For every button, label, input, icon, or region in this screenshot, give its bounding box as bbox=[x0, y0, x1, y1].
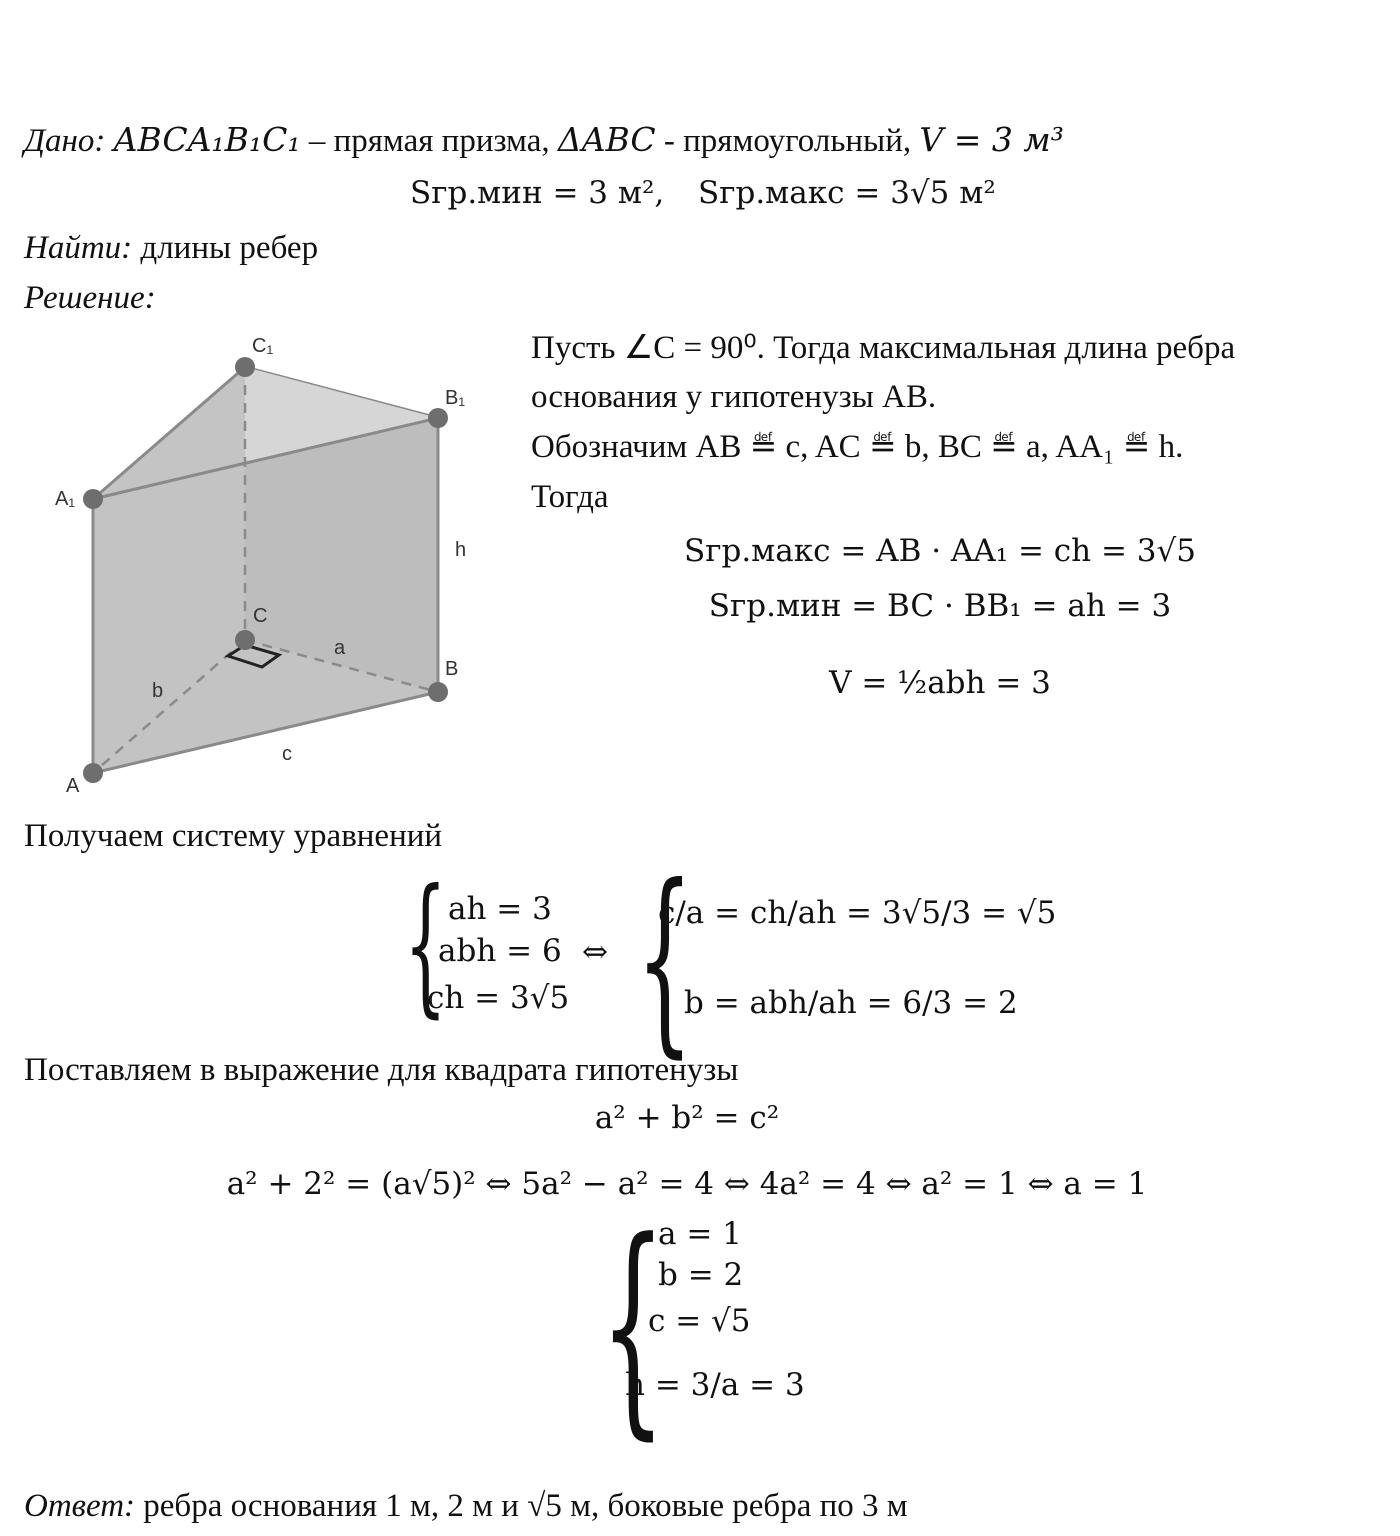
substitute-intro: Поставляем в выражение для квадрата гипотенузы bbox=[24, 1052, 739, 1088]
volume-value: V = 3 м³ bbox=[919, 120, 1064, 159]
vertex-c bbox=[235, 630, 255, 650]
result-b: b = 2 bbox=[658, 1257, 744, 1293]
label-b1: B₁ bbox=[445, 387, 466, 409]
left-brace: { bbox=[404, 858, 447, 1032]
answer-text: ребра основания 1 м, 2 м и √5 м, боковые ребра по 3 м bbox=[143, 1488, 908, 1524]
eq-abh: abh = 6 bbox=[438, 933, 562, 969]
label-b-edge: b bbox=[152, 680, 164, 702]
triangle-text: - прямоугольный, bbox=[663, 123, 912, 159]
solution-label: Решение: bbox=[24, 280, 156, 316]
result-h: h = 3/a = 3 bbox=[625, 1367, 805, 1403]
explanation-line-4: Тогда bbox=[531, 479, 609, 515]
explanation-line-2: основания у гипотенузы AB. bbox=[531, 379, 937, 415]
answer-line bbox=[24, 1490, 908, 1523]
explanation-line-3: Обозначим AB ≝ c, AC ≝ b, BC ≝ a, AA₁ ≝ h. bbox=[531, 429, 1184, 465]
equivalence-sign: ⇔ bbox=[582, 934, 608, 970]
find-text: длины ребер bbox=[140, 230, 319, 266]
vertex-b1 bbox=[428, 408, 448, 428]
label-a1: A₁ bbox=[55, 488, 76, 510]
equation-chain: a² + 2² = (a√5)² ⇔ 5a² − a² = 4 ⇔ 4a² = 4 ⇔ a² = 1 ⇔ a = 1 bbox=[226, 1166, 1148, 1202]
label-c: C bbox=[253, 605, 268, 627]
formula-volume: V = ½abh = 3 bbox=[829, 665, 1051, 701]
triangle-name: ΔABC bbox=[557, 120, 656, 159]
answer-label: Ответ: bbox=[24, 1488, 136, 1524]
prism-figure bbox=[40, 320, 500, 800]
result-a: a = 1 bbox=[658, 1216, 742, 1252]
eq-b: b = abh/ah = 6/3 = 2 bbox=[684, 985, 1018, 1021]
label-c1: C₁ bbox=[252, 335, 274, 357]
vertex-a bbox=[83, 763, 103, 783]
vertex-a1 bbox=[83, 489, 103, 509]
formula-s-max: Sгр.макс = AB · AA₁ = ch = 3√5 bbox=[683, 533, 1197, 569]
s-min-given: Sгр.мин = 3 м², bbox=[410, 175, 665, 211]
result-c: c = √5 bbox=[648, 1303, 751, 1339]
label-b: B bbox=[445, 658, 459, 680]
label-h: h bbox=[455, 539, 467, 561]
vertex-b bbox=[428, 682, 448, 702]
vertex-c1 bbox=[235, 357, 255, 377]
find-label: Найти: bbox=[24, 230, 133, 266]
system-intro: Получаем систему уравнений bbox=[24, 818, 443, 854]
prism-name: ABCA₁B₁C₁ bbox=[113, 120, 301, 159]
formula-s-min: Sгр.мин = BC · BB₁ = ah = 3 bbox=[708, 588, 1172, 624]
eq-ah: ah = 3 bbox=[448, 891, 552, 927]
label-a-edge: a bbox=[334, 637, 346, 659]
s-max-given: Sгр.макс = 3√5 м² bbox=[698, 175, 996, 211]
eq-ch: ch = 3√5 bbox=[427, 980, 570, 1016]
prism-text: – прямая призма, bbox=[308, 123, 550, 159]
eq-c-over-a: c/a = ch/ah = 3√5/3 = √5 bbox=[658, 895, 1057, 931]
label-a: A bbox=[66, 775, 80, 797]
find-line bbox=[24, 232, 318, 265]
result-brace: { bbox=[600, 1193, 666, 1460]
given-label: Дано: bbox=[24, 123, 106, 159]
pythagoras: a² + b² = c² bbox=[594, 1100, 780, 1136]
explanation-line-1: Пусть ∠C = 90⁰. Тогда максимальная длина ребра bbox=[531, 330, 1236, 366]
label-c-edge: c bbox=[282, 743, 292, 765]
given-line bbox=[24, 120, 1064, 159]
right-brace: { bbox=[636, 843, 694, 1076]
